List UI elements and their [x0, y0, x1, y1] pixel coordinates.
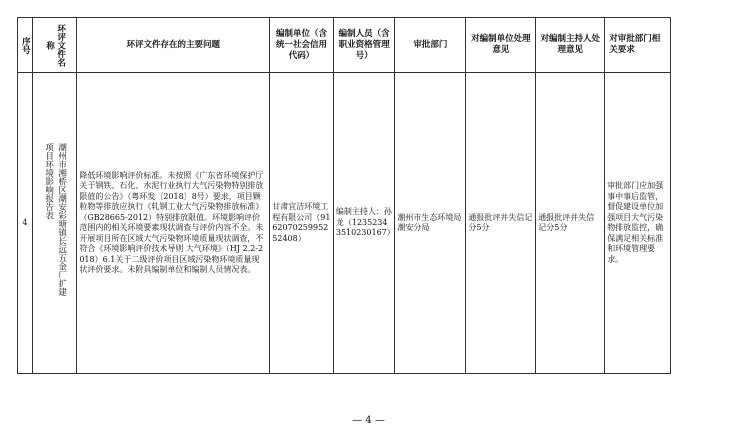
- header-staff: 编制人员（含职业资格管理号）: [333, 18, 394, 73]
- row-dept-req: 审批部门应加强事中事后监管，督促建设单位加强项目大气污染物排放监控，确保满足相关标准和环境管理要求。: [605, 73, 671, 374]
- header-doc-name-label: 环评文件名称: [44, 23, 66, 67]
- row-doc-name-cell: [32, 73, 77, 374]
- row-approver: 潮州市生态环境局潮安分局: [395, 73, 466, 374]
- row-unit: 甘肃宜洁环境工程有限公司（916207025995252408）: [270, 73, 334, 374]
- header-approver: 审批部门: [395, 18, 466, 73]
- header-staff-opinion: 对编制主持人处理意见: [536, 18, 605, 73]
- row-staff: 编制主持人：孙龙（12352343510230167）: [333, 73, 394, 374]
- page-number: — 4 —: [352, 415, 385, 426]
- header-row: [18, 18, 671, 73]
- header-problem: 环评文件存在的主要问题: [77, 18, 270, 73]
- row-problem: 降低环境影响评价标准。未按照《广东省环境保护厅关于钢铁、石化、水泥行业执行大气污染物特别排放限值的公告》（粤环发〔2018〕8号）要求，项目颗粒物等排放应执行《轧钢工业大气污染物排放标准》（GB28665-2012）特别排放限值。环境影响评价范围内的相关环境要素现状调查与评价内容不全。未开展项目所在区域大气污染物环境质量现状调查，不符合《环境影响评价技术导则 大气环境》（HJ 2.2-2018）6.1关于二级评价项目区域污染物环境质量现状评价要求。未附具编制单位和编制人员情况表。: [77, 73, 270, 374]
- header-dept-req: 对审批部门相关要求: [605, 18, 671, 73]
- header-doc-name: [32, 18, 77, 73]
- header-unit-opinion: 对编制单位处理意见: [466, 18, 536, 73]
- row-staff-opinion: 通报批评并失信记分5分: [536, 73, 605, 374]
- row-unit-opinion: 通报批评并失信记分5分: [466, 73, 536, 374]
- row-doc-name: 潮州市湘桥区潮安彩塘镇长远五金厂扩建项目环境影响报告表: [43, 143, 67, 296]
- header-index: [18, 18, 33, 73]
- row-index: 4: [18, 73, 33, 374]
- header-unit: 编制单位（含统一社会信用代码）: [270, 18, 334, 73]
- header-index-label: 序号: [20, 36, 31, 54]
- table-row: [18, 73, 671, 374]
- report-table: [17, 17, 671, 374]
